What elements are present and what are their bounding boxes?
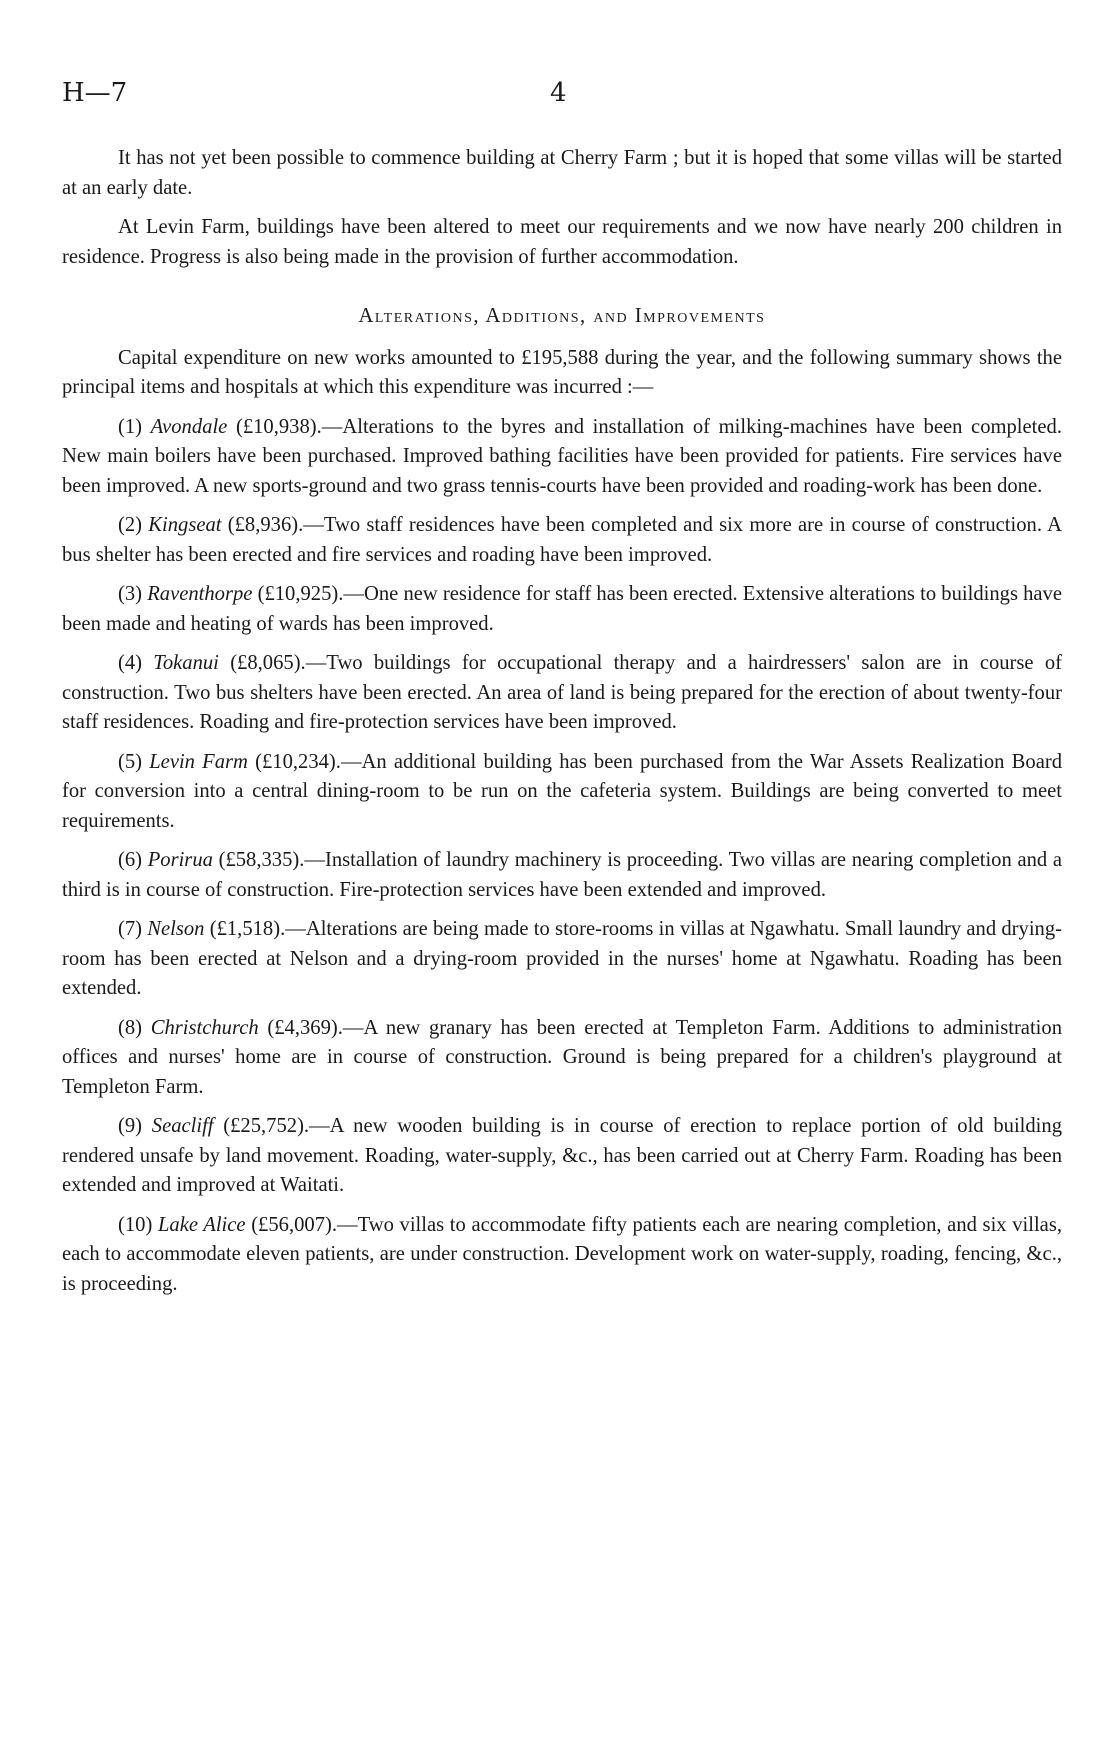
item-number: (6) [118,849,143,871]
item-hospital-name: Kingseat [148,514,222,536]
list-item [62,511,1062,570]
section-heading: Alterations, Additions, and Improvements [358,305,766,327]
item-amount: (£58,335). [218,849,305,871]
item-description: —Two buildings for occupational therapy and a hairdressers' salon are in course of construction. Two bus shelters have been erected. An area of land is being prepared for the erection of about twenty-four staff residences. Roading and fire-protection services have been improved. [62,652,1062,733]
item-number: (8) [118,1016,143,1039]
item-hospital-name: Raventhorpe [147,583,253,605]
item-hospital-name: Avondale [150,415,228,438]
list-item [62,1014,1062,1103]
item-hospital-name: Christchurch [150,1016,259,1039]
body-text [62,144,1062,1299]
item-amount: (£10,925). [257,583,344,605]
item-description: —Two staff residences have been completed and six more are in course of construction. A bus shelter has been erected and fire services and roading have been improved. [62,514,1062,566]
document-reference: H—7 [62,78,128,108]
item-hospital-name: Seacliff [151,1115,214,1137]
item-description: —A new granary has been erected at Templeton Farm. Additions to administration offices and nurses' home are in course of construction. Ground is being prepared for a children's playground at Templeton Farm. [62,1016,1062,1098]
page-number: 4 [550,78,567,108]
item-amount: (£10,938). [235,415,322,438]
item-description: —One new residence for staff has been erected. Extensive alterations to buildings have been made and heating of wards has been improved. [62,583,1062,635]
item-number: (9) [118,1115,143,1137]
item-number: (5) [118,750,143,773]
item-description: —Alterations to the byres and installation of milking-machines have been completed. New main boilers have been purchased. Improved bathing facilities have been provided for patients. Fire services have been improved. A new sports-ground and two grass tennis-courts have been provided and roading-work has been done. [62,415,1062,497]
list-item [62,748,1062,837]
list-item [62,649,1062,738]
document-page [62,78,1062,1309]
list-item [62,413,1062,502]
item-hospital-name: Lake Alice [157,1213,246,1236]
item-amount: (£56,007). [251,1213,337,1236]
item-amount: (£1,518). [209,918,286,940]
item-amount: (£4,369). [267,1016,343,1039]
list-item [62,1112,1062,1201]
item-description: —Two villas to accommodate fifty patients each are nearing completion, and six villas, each to accommodate eleven patients, are under construction. Development work on water-supply, roading, fencing, &c., is proceeding. [62,1213,1062,1295]
item-hospital-name: Tokanui [153,652,219,674]
list-item [62,580,1062,639]
item-hospital-name: Porirua [147,849,213,871]
list-item [62,846,1062,905]
item-amount: (£8,936). [227,514,304,536]
intro-paragraph-2: At Levin Farm, buildings have been altered to meet our requirements and we now have nearly 200 children in residence. Progress is also being made in the provision of further accommodation. [62,216,1062,268]
item-number: (1) [118,415,143,438]
item-description: —A new wooden building is in course of erection to replace portion of old building rendered unsafe by land movement. Roading, water-supply, &c., has been carried out at Cherry Farm. Roading has been extended and improved at Waitati. [62,1115,1062,1196]
item-description: —An additional building has been purchased from the War Assets Realization Board for conversion into a central dining-room to be run on the cafeteria system. Buildings are being converted to meet requirements. [62,750,1062,832]
item-number: (4) [118,652,143,674]
intro-paragraph-1: It has not yet been possible to commence building at Cherry Farm ; but it is hoped that some villas will be started at an early date. [62,147,1062,199]
item-number: (10) [118,1213,153,1236]
item-number: (3) [118,583,143,605]
list-item [62,915,1062,1004]
item-description: —Installation of laundry machinery is proceeding. Two villas are nearing completion and a third is in course of construction. Fire-protection services have been extended and improved. [62,849,1062,901]
item-amount: (£10,234). [255,750,341,773]
item-description: —Alterations are being made to store-rooms in villas at Ngawhatu. Small laundry and drying-room has been erected at Nelson and a drying-room provided in the nurses' home at Ngawhatu. Roading has been extended. [62,918,1062,999]
page-header [62,78,1062,118]
item-number: (7) [118,918,143,940]
item-hospital-name: Nelson [147,918,205,940]
list-item [62,1211,1062,1300]
section-lead-paragraph: Capital expenditure on new works amounted to £195,588 during the year, and the following summary shows the principal items and hospitals at which this expenditure was incurred :— [62,346,1062,398]
item-amount: (£25,752). [223,1115,310,1137]
item-amount: (£8,065). [230,652,306,674]
item-hospital-name: Levin Farm [149,750,248,773]
item-number: (2) [118,514,143,536]
